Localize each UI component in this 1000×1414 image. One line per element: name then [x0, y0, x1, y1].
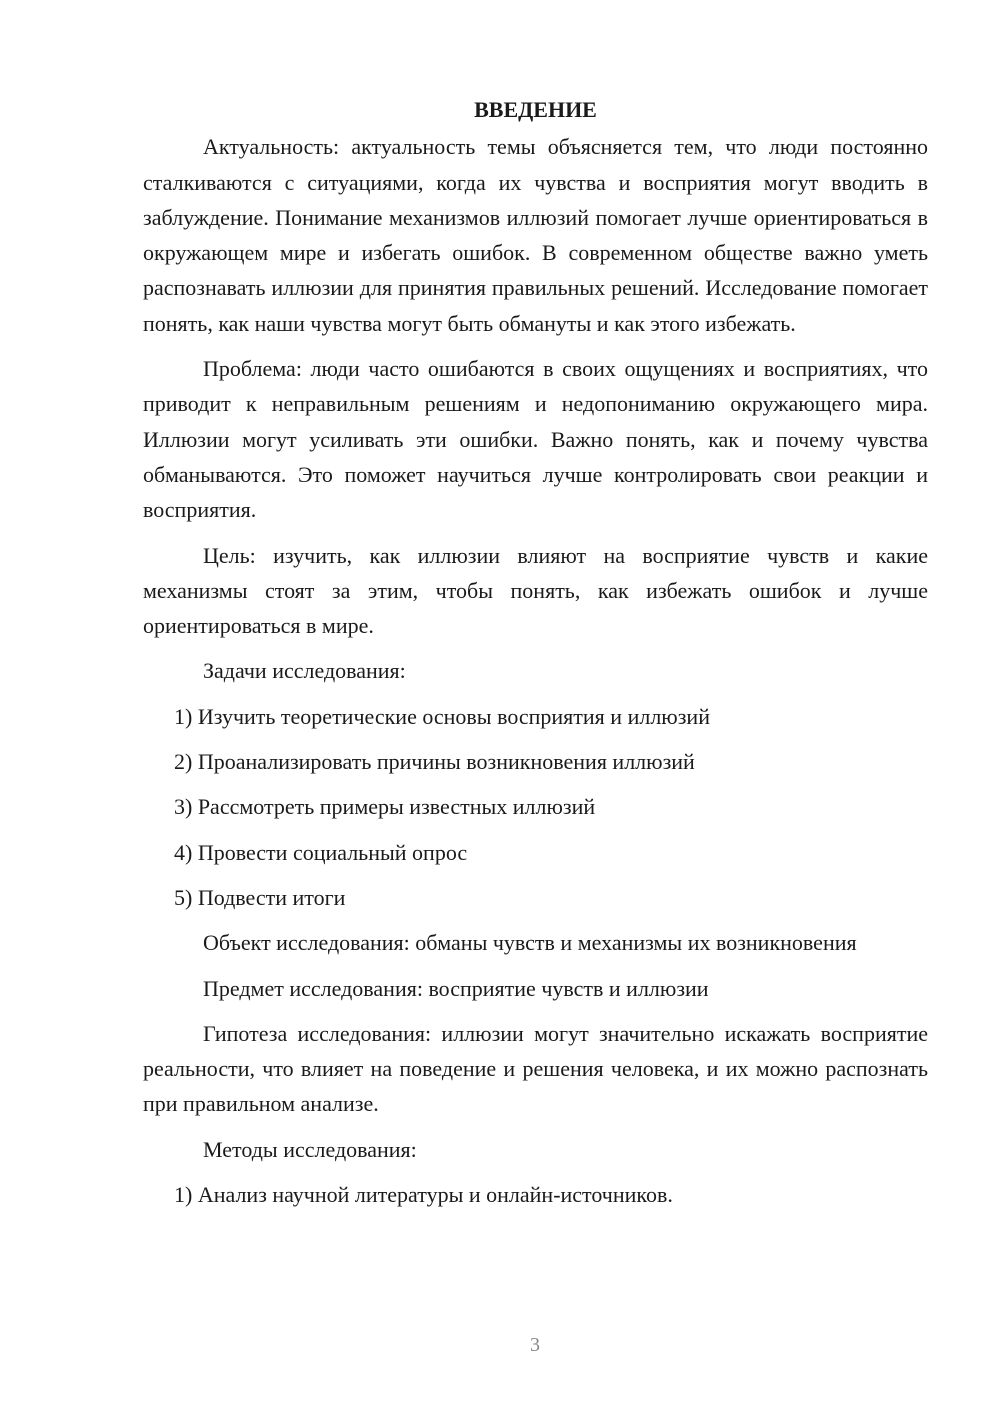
- list-item: 4) Провести социальный опрос: [174, 839, 468, 865]
- methods-list: [143, 1177, 928, 1212]
- paragraph-hypothesis: Гипотеза исследования: иллюзии могут значительно искажать восприятие реальности, что влияет на поведение и решения человека, и их можно распознать при правильном анализе.: [143, 1020, 928, 1117]
- paragraph-object: Объект исследования: обманы чувств и механизмы их возникновения: [203, 930, 857, 956]
- section-title: ВВЕДЕНИЕ: [474, 97, 597, 122]
- list-item: 1) Изучить теоретические основы восприятия и иллюзий: [174, 703, 710, 729]
- paragraph-goal: Цель: изучить, как иллюзии влияют на восприятие чувств и какие механизмы стоят за этим, чтобы понять, как избежать ошибок и лучше ориентироваться в мире.: [143, 542, 928, 639]
- list-item: 5) Подвести итоги: [174, 884, 346, 910]
- list-item: 2) Проанализировать причины возникновения иллюзий: [174, 749, 695, 775]
- list-item: 3) Рассмотреть примеры известных иллюзий: [174, 794, 596, 820]
- paragraph-subject: Предмет исследования: восприятие чувств и иллюзии: [203, 975, 709, 1001]
- tasks-heading: Задачи исследования:: [203, 658, 406, 684]
- list-item: 1) Анализ научной литературы и онлайн-источников.: [174, 1182, 673, 1208]
- tasks-list: [143, 699, 928, 915]
- page-number: 3: [530, 1334, 540, 1356]
- methods-heading: Методы исследования:: [203, 1136, 417, 1162]
- document-page: [143, 92, 928, 1222]
- paragraph-relevance: Актуальность: актуальность темы объясняется тем, что люди постоянно сталкиваются с ситуациями, когда их чувства и восприятия могут вводить в заблуждение. Понимание механизмов иллюзий помогает лучше ориентироваться в окружающем мире и избегать ошибок. В современном обществе важно уметь распознавать иллюзии для принятия правильных решений. Исследование помогает понять, как наши чувства могут быть обмануты и как этого избежать.: [143, 134, 928, 336]
- paragraph-problem: Проблема: люди часто ошибаются в своих ощущениях и восприятиях, что приводит к неправильным решениям и недопониманию окружающего мира. Иллюзии могут усиливать эти ошибки. Важно понять, как и почему чувства обманываются. Это поможет научиться лучше контролировать свои реакции и восприятия.: [143, 356, 928, 523]
